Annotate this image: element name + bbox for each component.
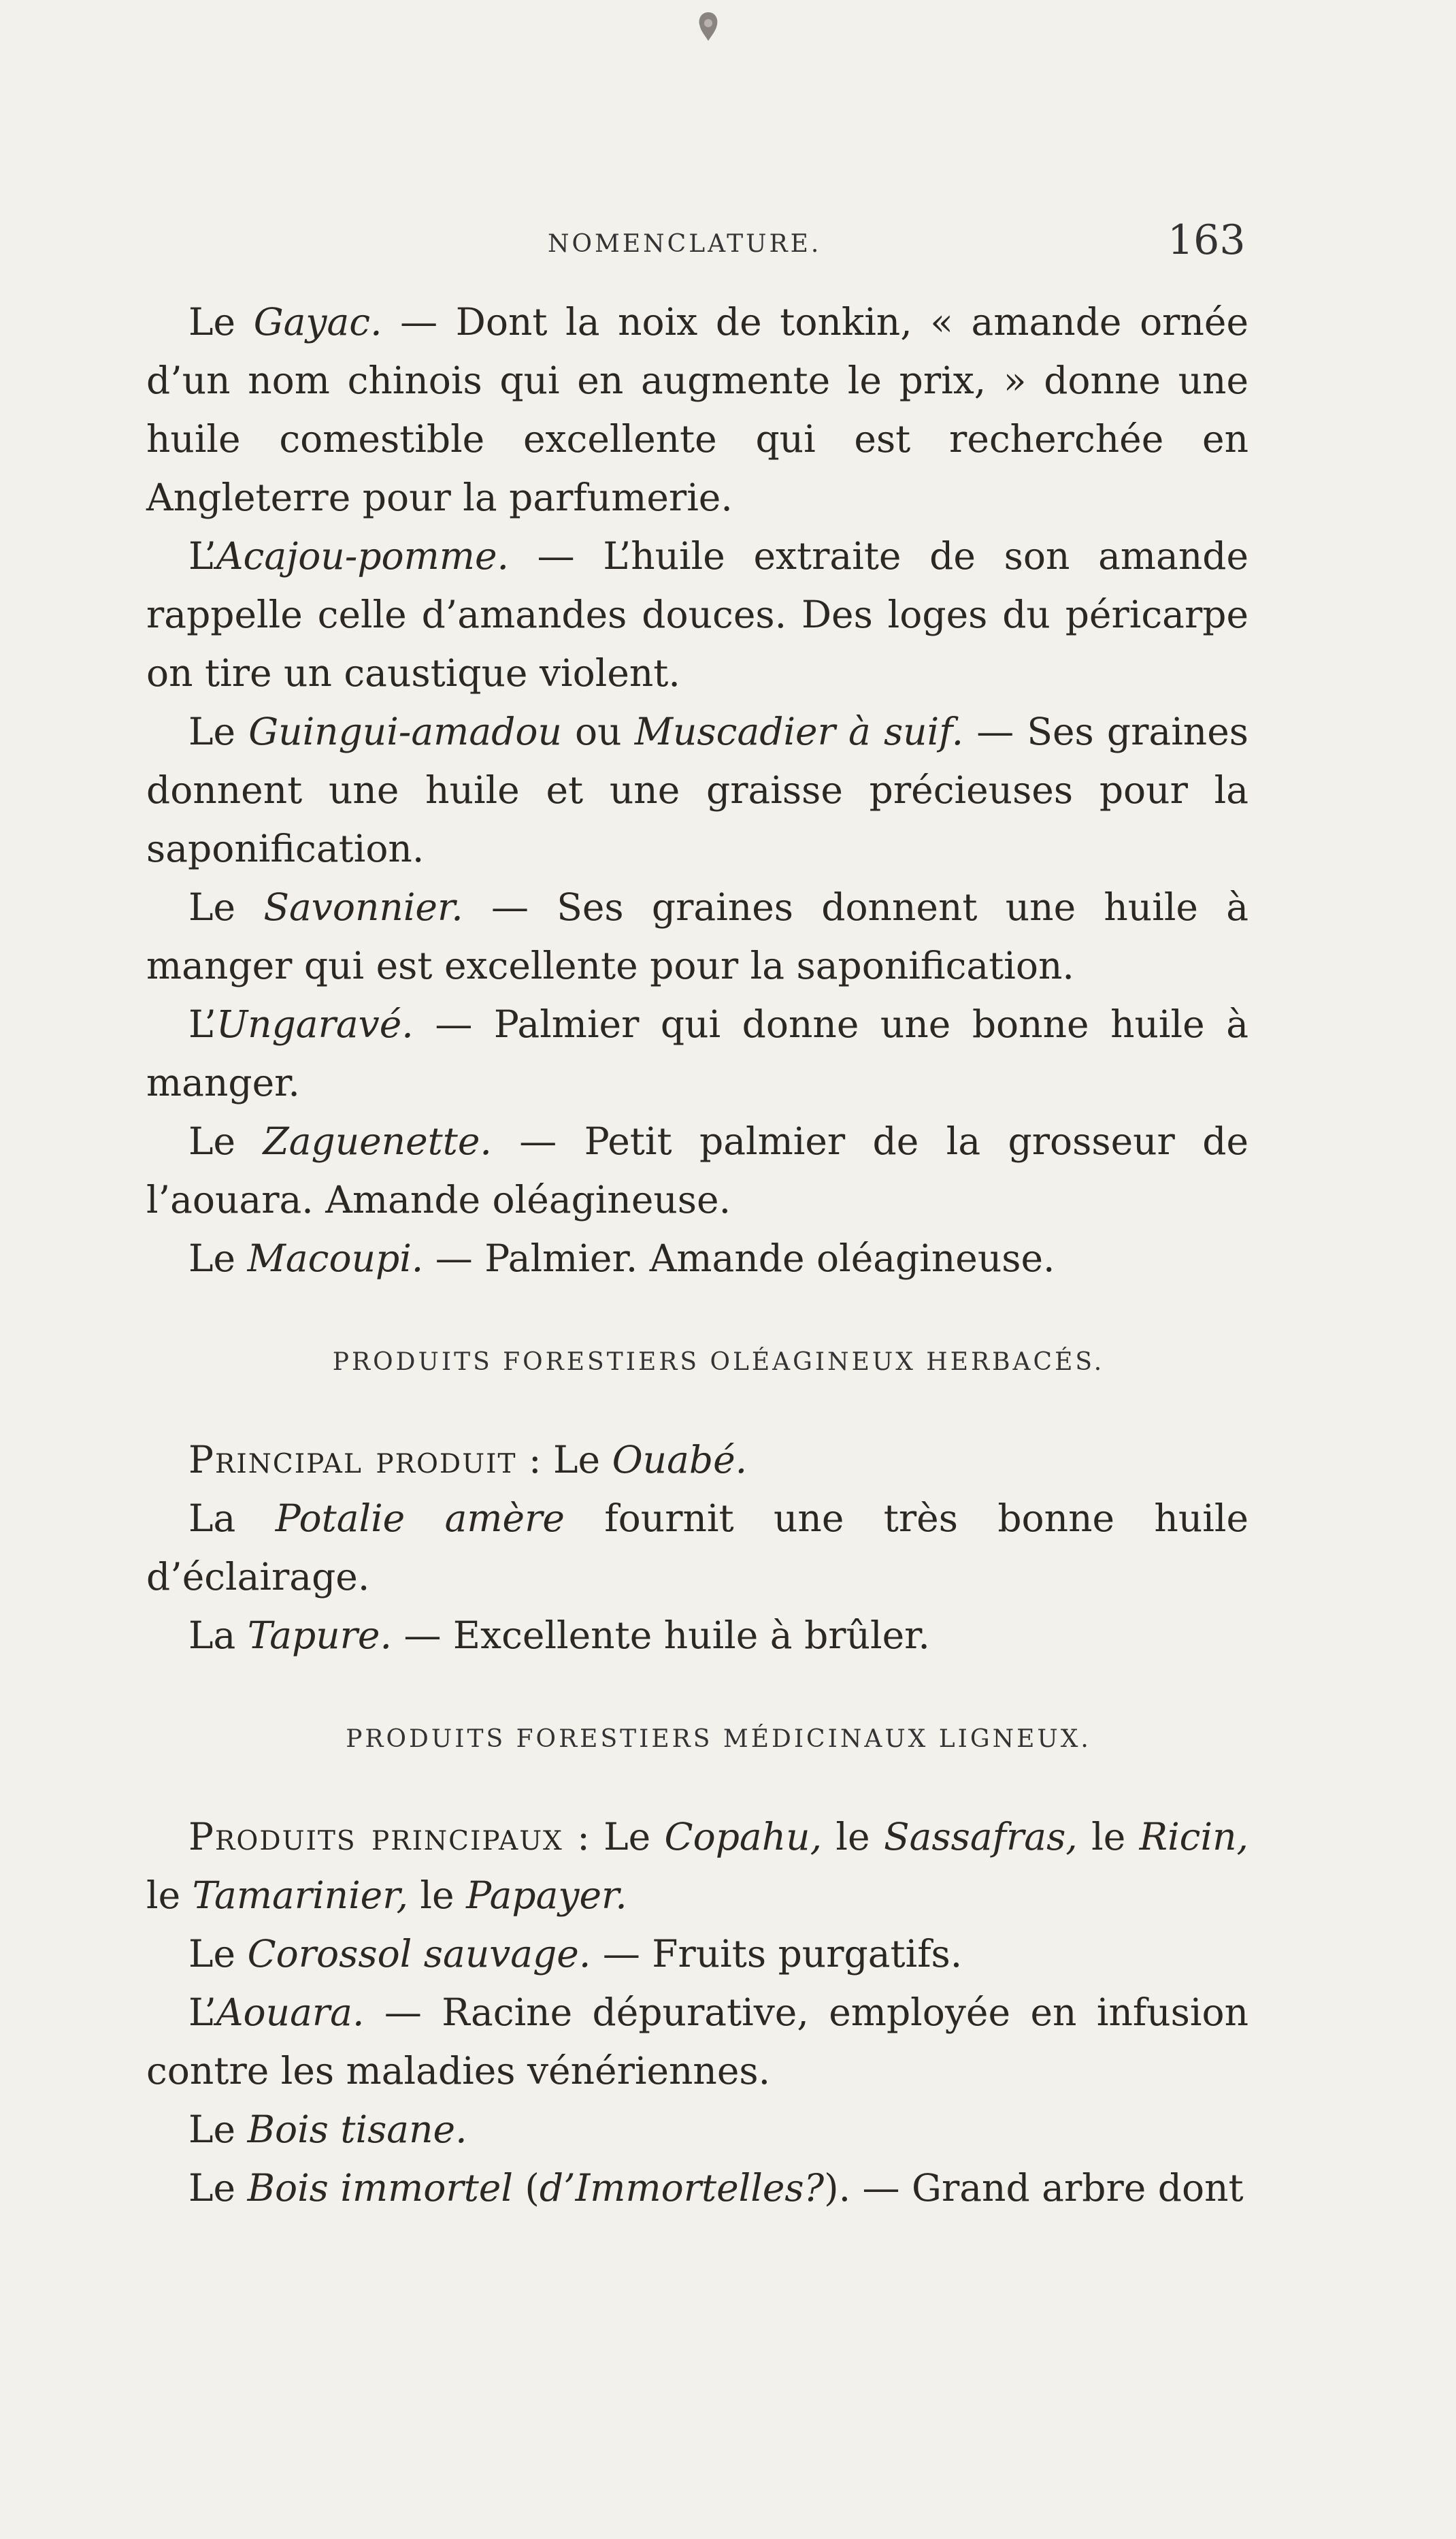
entry-paragraph <box>146 293 1248 527</box>
page-body <box>146 293 1248 2217</box>
entry-paragraph <box>146 2159 1248 2217</box>
lead-label: Produits principaux <box>188 1815 563 1858</box>
entry-description: — Ses graines donnent une huile et une graisse précieuses pour la saponification. <box>146 710 1248 870</box>
page-header <box>0 216 1456 271</box>
entry-paragraph <box>146 878 1248 995</box>
entry-species-name: Gayac. <box>253 300 382 344</box>
entry-species-name: Ricin, <box>1139 1815 1248 1858</box>
entry-description: — Ses graines donnent une huile à manger qui est excellente pour la saponification. <box>146 885 1248 987</box>
entry-article: L’ <box>188 1991 216 2034</box>
entry-description: — Petit palmier de la grosseur de l’aouara. Amande oléagineuse. <box>146 1119 1248 1222</box>
entry-description: — Excellente huile à brûler. <box>391 1614 930 1657</box>
entry-article: Le <box>188 2166 248 2210</box>
entry-description: — Fruits purgatifs. <box>591 1932 963 1976</box>
entry-article: Le <box>188 885 264 929</box>
entry-species-name: Bois immortel <box>247 2166 513 2210</box>
entry-article: Le <box>188 2108 248 2151</box>
lead-separator: le <box>822 1815 884 1858</box>
lead-separator: le <box>146 1873 193 1917</box>
entry-species-name: Savonnier. <box>263 885 463 929</box>
entry-description: — L’huile extraite de son amande rappelle celle d’amandes douces. Des loges du péricarpe on tire un caustique violent. <box>146 534 1248 695</box>
entry-paragraph <box>146 1489 1248 1606</box>
fleuron-icon <box>693 10 724 44</box>
lead-separator: : Le <box>516 1438 612 1481</box>
entry-article: Le <box>188 1119 263 1163</box>
entry-article: La <box>188 1496 276 1540</box>
entry-article: Le <box>188 1932 248 1976</box>
lead-separator: le <box>1077 1815 1140 1858</box>
entry-species-name: Corossol sauvage. <box>247 1932 591 1976</box>
entry-description: — Palmier. Amande oléagineuse. <box>423 1236 1055 1280</box>
entry-description: — Palmier qui donne une bonne huile à manger. <box>146 1002 1248 1104</box>
running-title: NOMENCLATURE. <box>548 230 822 258</box>
entry-description: fournit une très bonne huile d’éclairage. <box>146 1496 1248 1599</box>
entry-species-name-alt: Muscadier à suif. <box>634 710 964 753</box>
section-heading: PRODUITS FORESTIERS MÉDICINAUX LIGNEUX. <box>346 1725 1091 1753</box>
entry-paragraph <box>146 995 1248 1112</box>
entry-article: La <box>188 1614 248 1657</box>
entry-paragraph <box>146 1606 1248 1665</box>
entry-species-name: Papayer. <box>466 1873 627 1917</box>
entry-species-name: Tapure. <box>247 1614 392 1657</box>
entry-paragraph <box>146 1112 1248 1229</box>
entry-article: Le <box>188 710 249 753</box>
entry-paragraph <box>146 1229 1248 1288</box>
entry-paragraph <box>146 527 1248 702</box>
entry-species-name: Zaguenette. <box>263 1119 492 1163</box>
entry-article: L’ <box>188 1002 216 1046</box>
lead-separator: le <box>408 1873 467 1917</box>
entry-species-name: Copahu, <box>664 1815 823 1858</box>
entry-article: Le <box>188 1236 248 1280</box>
entry-description: — Grand arbre dont <box>850 2166 1244 2210</box>
entry-paragraph <box>146 1924 1248 1983</box>
section-lead <box>146 1430 1248 1489</box>
entry-paragraph <box>146 702 1248 878</box>
paren-open: ( <box>512 2166 540 2210</box>
entry-species-name: Tamarinier, <box>192 1873 408 1917</box>
entry-species-name: Guingui-amadou <box>248 710 562 753</box>
entry-species-name-alt: d’Immortelles? <box>539 2166 825 2210</box>
section-heading: PRODUITS FORESTIERS OLÉAGINEUX HERBACÉS. <box>332 1348 1105 1376</box>
entry-description: — Dont la noix de tonkin, « amande ornée d’un nom chinois qui en augmente le prix, » donne une huile comestible excellente qui est recherchée en Angleterre pour la parfumerie. <box>146 300 1248 519</box>
entry-species-name: Sassafras, <box>883 1815 1078 1858</box>
entry-species-name: Macoupi. <box>247 1236 424 1280</box>
entry-paragraph <box>146 2100 1248 2159</box>
entry-description: — Racine dépurative, employée en infusion contre les maladies vénériennes. <box>146 1991 1248 2093</box>
paren-close: ). <box>824 2166 851 2210</box>
entry-species-name: Aouara. <box>216 1991 365 2034</box>
lead-separator: : Le <box>563 1815 665 1858</box>
entry-species-name: Acajou-pomme. <box>216 534 509 578</box>
entry-species-name: Ungaravé. <box>216 1002 414 1046</box>
entry-species-name: Potalie amère <box>275 1496 565 1540</box>
page-number: 163 <box>1168 216 1246 264</box>
entry-article: Le <box>188 300 254 344</box>
entry-species-name: Ouabé. <box>612 1438 748 1481</box>
entry-species-name: Bois tisane. <box>247 2108 467 2151</box>
section-lead <box>146 1807 1248 1924</box>
entry-conjunction: ou <box>561 710 635 753</box>
entry-paragraph <box>146 1983 1248 2100</box>
lead-label: Principal produit <box>188 1438 517 1481</box>
entry-article: L’ <box>188 534 216 578</box>
